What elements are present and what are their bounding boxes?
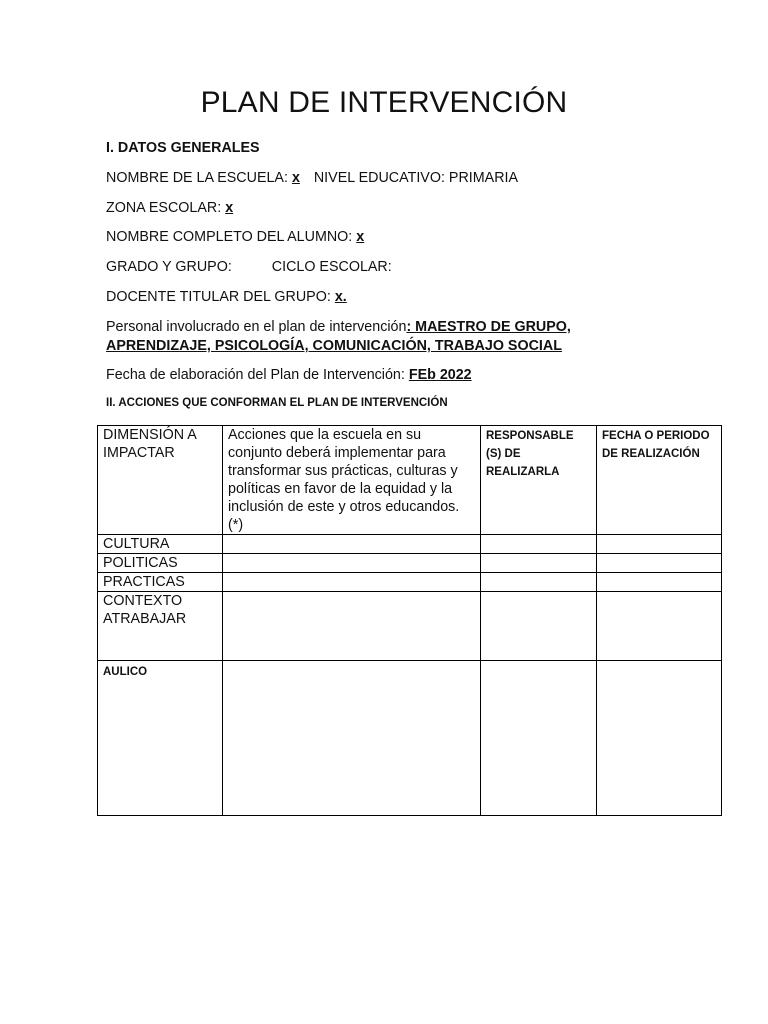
table-header-row xyxy=(98,426,722,535)
table-row xyxy=(98,535,722,554)
table-row xyxy=(98,661,722,816)
zona-value: x xyxy=(225,200,234,216)
section-2-heading: II. ACCIONES QUE CONFORMAN EL PLAN DE INTERVENCIÓN xyxy=(106,397,448,409)
grado-line xyxy=(106,259,392,275)
cell-empty xyxy=(481,573,597,592)
cell-empty xyxy=(481,535,597,554)
personal-label: Personal involucrado en el plan de intervención xyxy=(106,319,407,335)
cell-empty xyxy=(223,573,481,592)
section-1-heading: I. DATOS GENERALES xyxy=(106,140,260,156)
personal-line xyxy=(106,319,571,335)
alumno-line xyxy=(106,229,364,245)
table-row xyxy=(98,592,722,661)
zona-label: ZONA ESCOLAR: xyxy=(106,200,222,216)
header-responsable: RESPONSABLE (S) DE REALIZARLA xyxy=(481,426,597,535)
header-dimension: DIMENSIÓN A IMPACTAR xyxy=(98,426,223,535)
docente-line xyxy=(106,289,347,305)
ciclo-label: CICLO ESCOLAR: xyxy=(271,259,392,275)
escuela-label: NOMBRE DE LA ESCUELA: xyxy=(106,170,288,186)
header-acciones: Acciones que la escuela en su conjunto deberá implementar para transformar sus prácticas, culturas y políticas en favor de la equidad y la inclusión de este y otros educandos. (*) xyxy=(223,426,481,535)
personal-value-2: APRENDIZAJE, PSICOLOGÍA, COMUNICACIÓN, TRABAJO SOCIAL xyxy=(106,338,562,354)
cell-empty xyxy=(481,592,597,661)
cell-empty xyxy=(597,592,722,661)
fecha-line xyxy=(106,367,472,383)
fecha-label: Fecha de elaboración del Plan de Intervención: xyxy=(106,367,405,383)
cell-empty xyxy=(597,535,722,554)
grado-label: GRADO Y GRUPO: xyxy=(106,259,232,275)
escuela-line xyxy=(106,170,518,186)
zona-line xyxy=(106,200,233,216)
row-label-aulico: AULICO xyxy=(98,661,223,816)
cell-empty xyxy=(481,661,597,816)
row-label-practicas: PRACTICAS xyxy=(98,573,223,592)
row-label-contexto: CONTEXTO ATRABAJAR xyxy=(98,592,223,661)
personal-line-2 xyxy=(106,338,562,354)
alumno-value: x xyxy=(356,229,365,245)
header-fecha: FECHA O PERIODO DE REALIZACIÓN xyxy=(597,426,722,535)
actions-table xyxy=(97,425,722,816)
cell-empty xyxy=(597,661,722,816)
fecha-value: FEb 2022 xyxy=(408,367,472,383)
cell-empty xyxy=(597,573,722,592)
page-title: PLAN DE INTERVENCIÓN xyxy=(200,86,568,119)
row-label-cultura: CULTURA xyxy=(98,535,223,554)
row-label-politicas: POLITICAS xyxy=(98,554,223,573)
cell-empty xyxy=(223,554,481,573)
escuela-value: x xyxy=(291,170,300,186)
docente-label: DOCENTE TITULAR DEL GRUPO: xyxy=(106,289,331,305)
cell-empty xyxy=(223,592,481,661)
nivel-label: NIVEL EDUCATIVO: PRIMARIA xyxy=(313,170,519,186)
table-row xyxy=(98,573,722,592)
cell-empty xyxy=(597,554,722,573)
cell-empty xyxy=(481,554,597,573)
alumno-label: NOMBRE COMPLETO DEL ALUMNO: xyxy=(106,229,353,245)
personal-value-1: : MAESTRO DE GRUPO, xyxy=(406,319,571,335)
cell-empty xyxy=(223,535,481,554)
table-row xyxy=(98,554,722,573)
docente-value: x. xyxy=(334,289,347,305)
cell-empty xyxy=(223,661,481,816)
